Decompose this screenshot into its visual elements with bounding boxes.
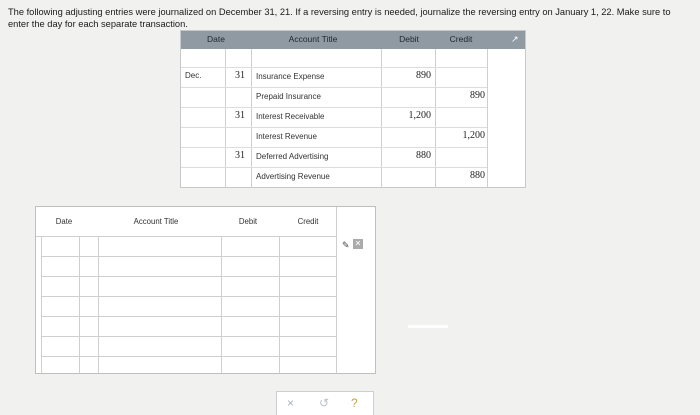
answer-row[interactable] [41,316,336,317]
close-icon[interactable]: × [287,396,295,410]
answer-header-date: Date [55,217,73,226]
grid-line [181,107,487,108]
given-header-debit: Debit [399,34,419,44]
answer-row[interactable] [41,276,336,277]
answer-header-account: Account Title [133,217,179,226]
given-row-credit: 890 [470,90,485,101]
help-icon[interactable]: ? [351,396,358,410]
expand-corner-icon[interactable]: ↗ [511,34,519,44]
grid-line [181,67,487,68]
entry-tools [342,239,368,251]
given-row-debit: 890 [416,70,431,81]
given-row-credit: 1,200 [462,130,485,141]
given-header-date: Date [207,34,225,44]
answer-controls [276,391,374,415]
grid-line [487,49,488,187]
given-header-credit: Credit [449,34,473,44]
answer-row[interactable] [41,296,336,297]
given-row-day: 31 [235,70,245,81]
given-row-day: 31 [235,110,245,121]
answer-row[interactable] [41,356,336,357]
given-row-credit: 880 [470,170,485,181]
given-row-debit: 880 [416,150,431,161]
given-row-account: Deferred Advertising [256,152,329,161]
answer-row[interactable] [41,256,336,257]
given-row-month: Dec. [185,71,202,80]
answer-row[interactable] [41,336,336,337]
grid-line [336,207,337,373]
given-row-account: Interest Revenue [256,132,317,141]
grid-line [181,87,487,88]
clear-icon[interactable]: ✕ [354,239,362,248]
pen-icon[interactable]: ✎ [342,240,350,250]
answer-header-debit: Debit [238,217,258,226]
given-row-account: Insurance Expense [256,72,325,81]
answer-header-divider [36,236,336,237]
given-row-day: 31 [235,150,245,161]
grid-line [181,147,487,148]
given-row-account: Advertising Revenue [256,172,330,181]
grid-line [181,127,487,128]
given-entries-table [180,30,526,188]
given-row-debit: 1,200 [408,110,431,121]
given-table-header [181,31,525,49]
highlight-mark [408,325,448,328]
grid-line [181,167,487,168]
given-row-account: Prepaid Insurance [256,92,321,101]
undo-icon[interactable]: ↺ [319,396,330,410]
answer-entry-table [35,206,376,374]
given-row-account: Interest Receivable [256,112,325,121]
answer-header-credit: Credit [297,217,319,226]
given-header-account: Account Title [288,34,338,44]
question-text: The following adjusting entries were journalized on December 31, 21. If a reversing entry is needed, journalize the reversing entry on January 1, 22. Make sure to enter the day for each separate transaction. [8,7,671,29]
